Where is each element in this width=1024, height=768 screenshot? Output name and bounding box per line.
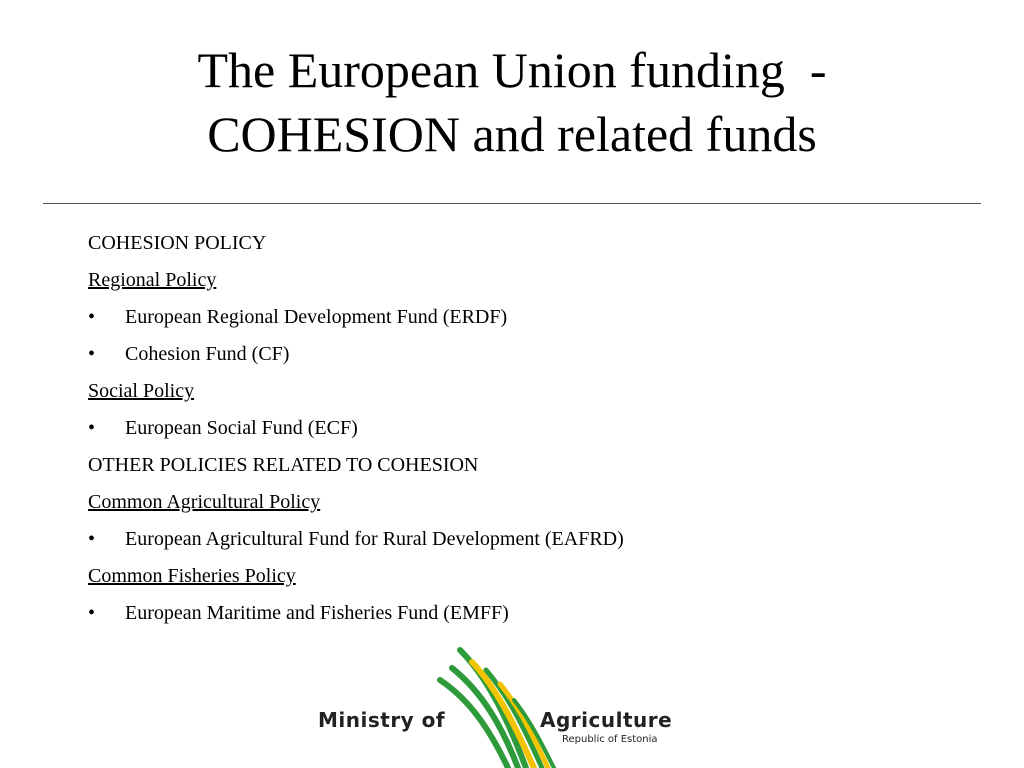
subheading-social-policy (88, 376, 968, 413)
logo-text-ministry-of: Ministry of (318, 708, 446, 732)
title-divider (43, 203, 981, 204)
bullet-icon: • (88, 306, 96, 328)
subheading-text: Social Policy (88, 380, 195, 402)
subheading-text: Common Agricultural Policy (88, 491, 321, 513)
section-heading-text: COHESION POLICY (88, 232, 267, 254)
content-list (88, 228, 968, 635)
logo-text-agriculture: Agriculture (540, 708, 673, 732)
wheat-stalks-icon (430, 640, 570, 768)
ministry-logo (300, 640, 700, 768)
subheading-regional-policy (88, 265, 968, 302)
list-item (88, 598, 968, 635)
list-item-text: European Regional Development Fund (ERDF) (125, 306, 508, 328)
list-item-text: Cohesion Fund (CF) (125, 343, 290, 365)
subheading-text: Common Fisheries Policy (88, 565, 296, 587)
subheading-common-fisheries-policy (88, 561, 968, 598)
list-item-text: European Maritime and Fisheries Fund (EMFF) (125, 602, 509, 624)
bullet-icon: • (88, 528, 96, 550)
list-item-text: European Social Fund (ECF) (125, 417, 358, 439)
list-item (88, 302, 968, 339)
section-heading-other-policies (88, 450, 968, 487)
logo-text-republic-of-estonia: Republic of Estonia (562, 734, 658, 745)
section-heading-cohesion-policy (88, 228, 968, 265)
subheading-text: Regional Policy (88, 269, 217, 291)
list-item (88, 339, 968, 376)
list-item (88, 413, 968, 450)
subheading-common-agricultural-policy (88, 487, 968, 524)
slide-title-line-2: COHESION and related funds (207, 106, 817, 162)
slide-title (0, 38, 1024, 166)
bullet-icon: • (88, 343, 96, 365)
bullet-icon: • (88, 602, 96, 624)
section-heading-text: OTHER POLICIES RELATED TO COHESION (88, 454, 479, 476)
bullet-icon: • (88, 417, 96, 439)
list-item (88, 524, 968, 561)
list-item-text: European Agricultural Fund for Rural Development (EAFRD) (125, 528, 624, 550)
slide-title-line-1: The European Union funding - (197, 42, 827, 98)
